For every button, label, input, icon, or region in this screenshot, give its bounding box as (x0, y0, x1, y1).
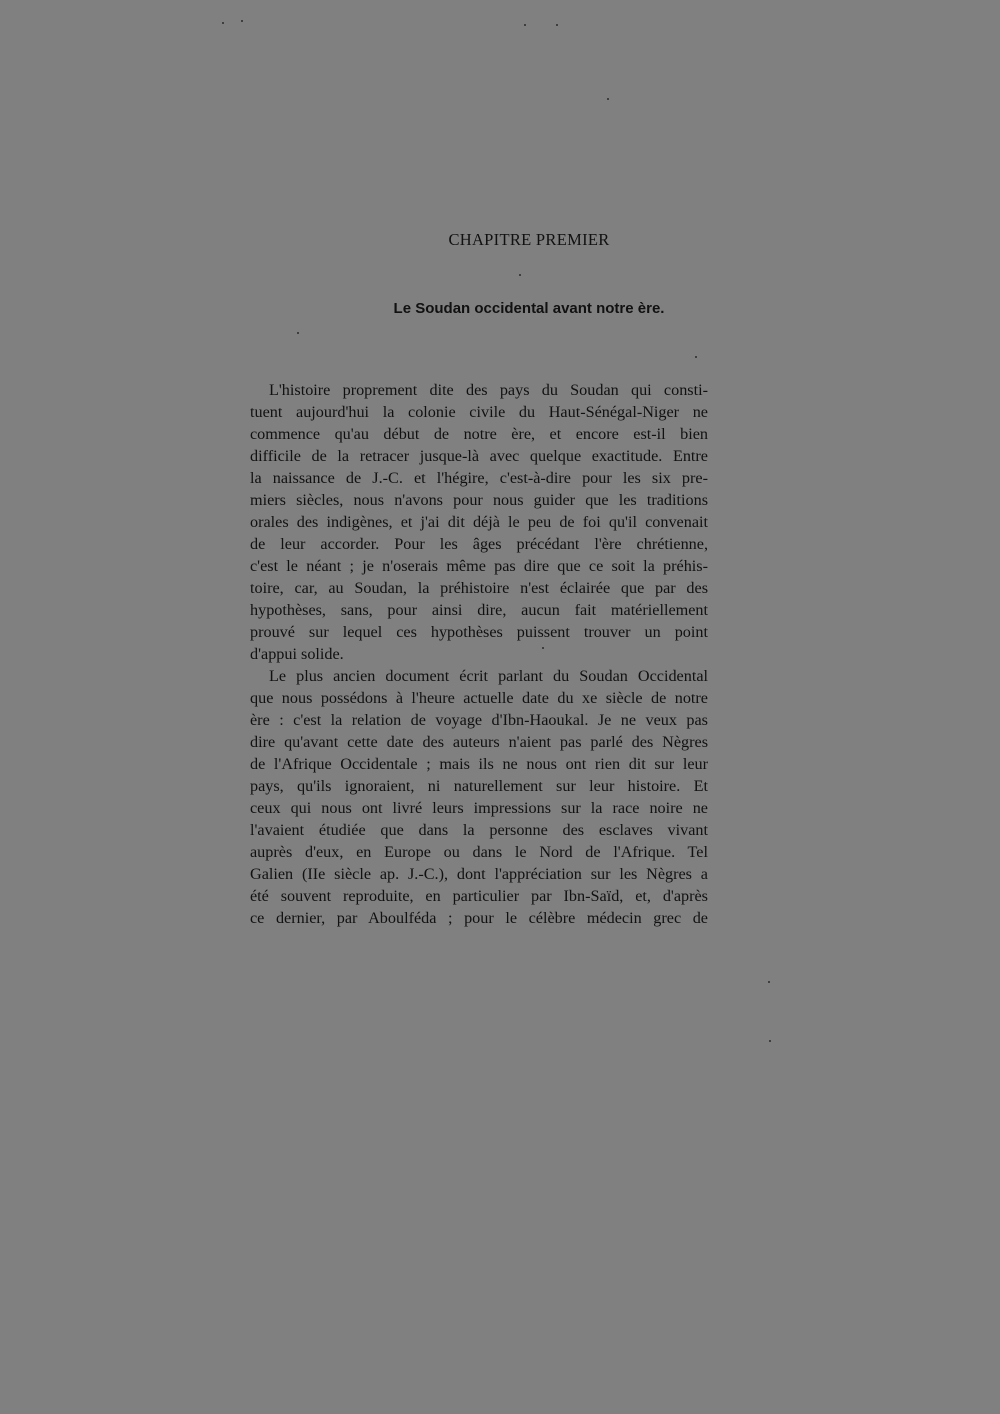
text-line: toire, car, au Soudan, la préhistoire n'est éclairée que par des (250, 579, 708, 597)
text-line: orales des indigènes, et j'ai dit déjà le peu de foi qu'il convenait (250, 513, 708, 531)
scan-speck (542, 647, 544, 649)
scan-speck (241, 20, 243, 22)
scan-speck (524, 24, 526, 26)
text-line: auprès d'eux, en Europe ou dans le Nord de l'Afrique. Tel (250, 843, 708, 861)
scan-speck (769, 1040, 771, 1042)
text-line: L'histoire proprement dite des pays du Soudan qui consti- (269, 381, 708, 399)
scan-speck (519, 274, 521, 276)
body-text (250, 379, 708, 929)
paragraph-1 (250, 379, 708, 665)
text-line: pays, qu'ils ignoraient, ni naturellement sur leur histoire. Et (250, 777, 708, 795)
text-line: c'est le néant ; je n'oserais même pas dire que ce soit la préhis- (250, 557, 708, 575)
text-line: d'appui solide. (250, 645, 344, 663)
scan-speck (695, 356, 697, 358)
text-line: de leur accorder. Pour les âges précédant l'ère chrétienne, (250, 535, 708, 553)
page-content (250, 230, 708, 929)
scan-speck (222, 22, 224, 24)
text-line: été souvent reproduite, en particulier par Ibn-Saïd, et, d'après (250, 887, 708, 905)
text-line: hypothèses, sans, pour ainsi dire, aucun fait matériellement (250, 601, 708, 619)
text-line: ère : c'est la relation de voyage d'Ibn-Haoukal. Je ne veux pas (250, 711, 708, 729)
text-line: la naissance de J.-C. et l'hégire, c'est-à-dire pour les six pre- (250, 469, 708, 487)
text-line: Galien (IIe siècle ap. J.-C.), dont l'appréciation sur les Nègres a (250, 865, 708, 883)
text-line: difficile de la retracer jusque-là avec quelque exactitude. Entre (250, 447, 708, 465)
scan-speck (297, 332, 299, 334)
scan-speck (607, 98, 609, 100)
text-line: ce dernier, par Aboulféda ; pour le célèbre médecin grec de (250, 909, 708, 927)
scan-speck (556, 24, 558, 26)
text-line: miers siècles, nous n'avons pour nous guider que les traditions (250, 491, 708, 509)
paragraph-2 (250, 665, 708, 929)
text-line: prouvé sur lequel ces hypothèses puissent trouver un point (250, 623, 708, 641)
chapter-heading: CHAPITRE PREMIER (448, 230, 610, 249)
text-line: dire qu'avant cette date des auteurs n'aient pas parlé des Nègres (250, 733, 708, 751)
text-line: ceux qui nous ont livré leurs impressions sur la race noire ne (250, 799, 708, 817)
text-line: l'avaient étudiée que dans la personne des esclaves vivant (250, 821, 708, 839)
text-line: tuent aujourd'hui la colonie civile du Haut-Sénégal-Niger ne (250, 403, 708, 421)
text-line: de l'Afrique Occidentale ; mais ils ne nous ont rien dit sur leur (250, 755, 708, 773)
scan-speck (768, 981, 770, 983)
section-title: Le Soudan occidental avant notre ère. (393, 300, 665, 317)
text-line: Le plus ancien document écrit parlant du Soudan Occidental (269, 667, 708, 685)
text-line: commence qu'au début de notre ère, et encore est-il bien (250, 425, 708, 443)
text-line: que nous possédons à l'heure actuelle date du xe siècle de notre (250, 689, 708, 707)
